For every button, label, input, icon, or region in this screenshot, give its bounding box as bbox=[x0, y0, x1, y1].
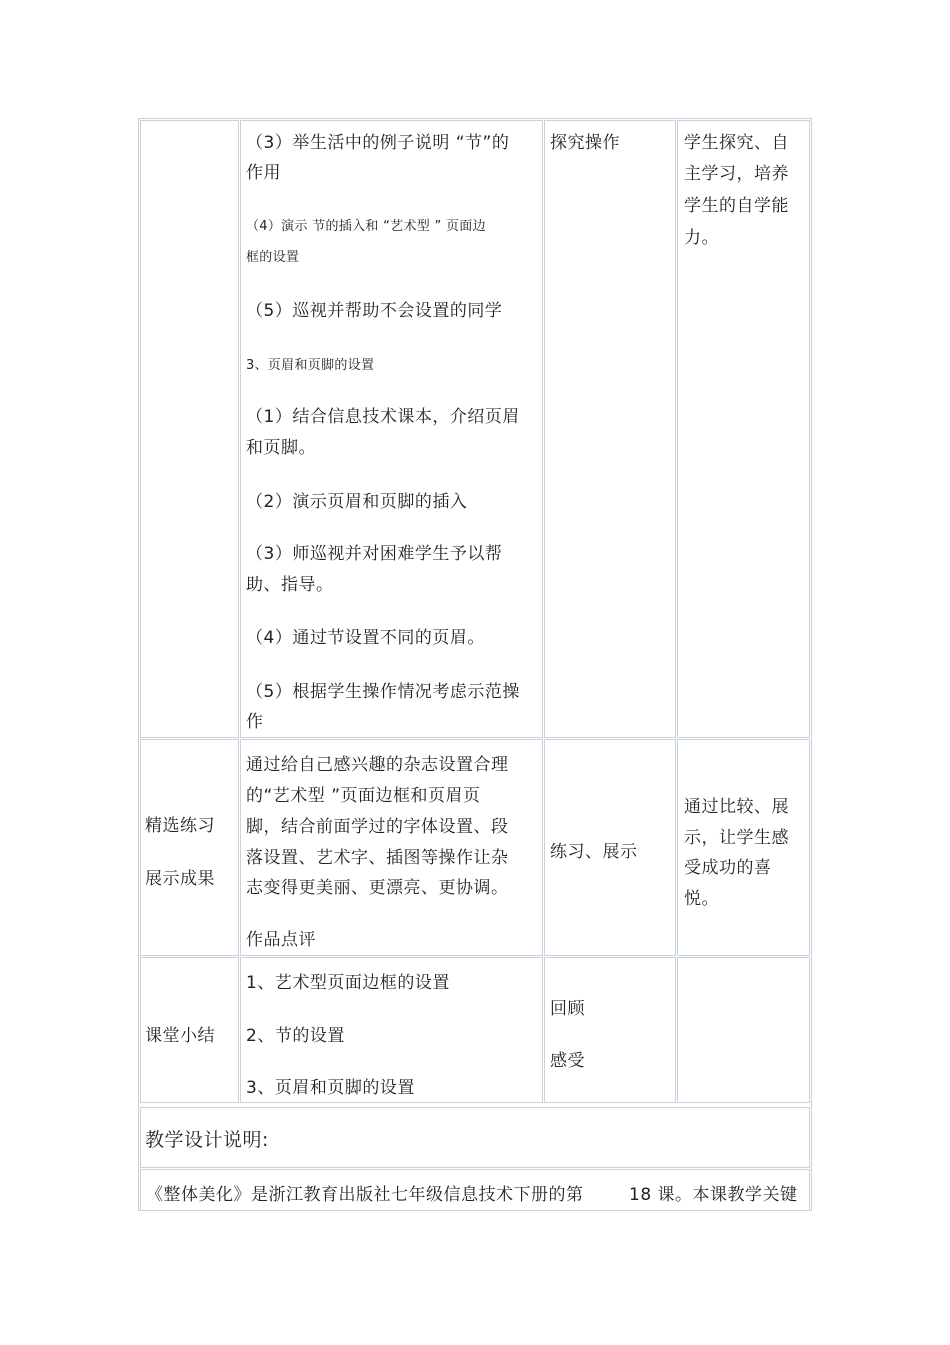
row2-line: 志变得更美丽、更漂亮、更协调。 bbox=[246, 878, 509, 898]
row1-line: （4）演示 节的插入和 “艺术型 ” 页面边 bbox=[246, 219, 486, 234]
row2-stage-line: 展示成果 bbox=[145, 869, 215, 889]
row2-intent-line: 受成功的喜 bbox=[684, 858, 772, 878]
row1-line: 助、指导。 bbox=[246, 575, 334, 595]
row3-stage-cell bbox=[140, 957, 239, 1103]
row1-intent-line: 学生的自学能 bbox=[684, 196, 789, 216]
row2-student-text: 练习、展示 bbox=[550, 842, 638, 862]
row1-intent-cell bbox=[677, 120, 810, 738]
row2-line: 的“艺术型 ”页面边框和页眉页 bbox=[246, 786, 481, 806]
row1-line: （2）演示页眉和页脚的插入 bbox=[246, 492, 468, 512]
row1-line: （5）巡视并帮助不会设置的同学 bbox=[246, 301, 503, 321]
design-note-text-cell bbox=[140, 1169, 810, 1211]
row1-line: 作 bbox=[246, 712, 264, 732]
row3-intent-cell bbox=[677, 957, 810, 1103]
row1-line: （1）结合信息技术课本，介绍页眉 bbox=[246, 407, 520, 427]
row1-line: （4）通过节设置不同的页眉。 bbox=[246, 628, 485, 648]
row3-line: 2、节的设置 bbox=[246, 1026, 345, 1046]
row1-line: 和页脚。 bbox=[246, 438, 316, 458]
row2-line: 落设置、艺术字、插图等操作让杂 bbox=[246, 848, 509, 868]
row1-activity-cell bbox=[240, 120, 543, 738]
row1-line: 框的设置 bbox=[246, 250, 300, 265]
design-note-heading: 教学设计说明: bbox=[145, 1129, 269, 1151]
row1-line: 3、页眉和页脚的设置 bbox=[246, 358, 375, 373]
row1-line: （3）师巡视并对困难学生予以帮 bbox=[246, 544, 503, 564]
row1-student-text: 探究操作 bbox=[550, 133, 620, 153]
row1-stage-cell bbox=[140, 120, 239, 738]
row2-activity-cell bbox=[240, 739, 543, 956]
row1-intent-line: 学生探究、自 bbox=[684, 133, 789, 153]
row2-intent-line: 通过比较、展 bbox=[684, 797, 789, 817]
row3-student-cell bbox=[544, 957, 676, 1103]
row2-stage-line: 精选练习 bbox=[145, 816, 215, 836]
row2-student-cell bbox=[544, 739, 676, 956]
row1-student-cell bbox=[544, 120, 676, 738]
row1-line: （3）举生活中的例子说明 “节”的 bbox=[246, 133, 510, 153]
row2-line: 通过给自己感兴趣的杂志设置合理 bbox=[246, 755, 509, 775]
row2-line: 作品点评 bbox=[246, 930, 316, 950]
design-note-heading-cell bbox=[140, 1107, 810, 1168]
row1-line: 作用 bbox=[246, 163, 281, 183]
row2-line: 脚，结合前面学过的字体设置、段 bbox=[246, 817, 509, 837]
row3-activity-cell bbox=[240, 957, 543, 1103]
row3-line: 3、页眉和页脚的设置 bbox=[246, 1078, 415, 1098]
design-note-text-a: 《整体美化》是浙江教育出版社七年级信息技术下册的第 bbox=[146, 1185, 584, 1205]
row2-intent-line: 悦。 bbox=[684, 889, 719, 909]
row3-student-line: 回顾 bbox=[550, 999, 585, 1019]
row2-stage-cell bbox=[140, 739, 239, 956]
row2-intent-line: 示，让学生感 bbox=[684, 828, 789, 848]
row1-intent-line: 主学习，培养 bbox=[684, 164, 789, 184]
row2-intent-cell bbox=[677, 739, 810, 956]
design-note-text-b: 18 课。本课教学关键 bbox=[629, 1185, 798, 1205]
row3-student-line: 感受 bbox=[550, 1051, 585, 1071]
row3-line: 1、艺术型页面边框的设置 bbox=[246, 973, 450, 993]
row3-stage-text: 课堂小结 bbox=[145, 1026, 215, 1046]
row1-intent-line: 力。 bbox=[684, 228, 719, 248]
row1-line: （5）根据学生操作情况考虑示范操 bbox=[246, 682, 520, 702]
